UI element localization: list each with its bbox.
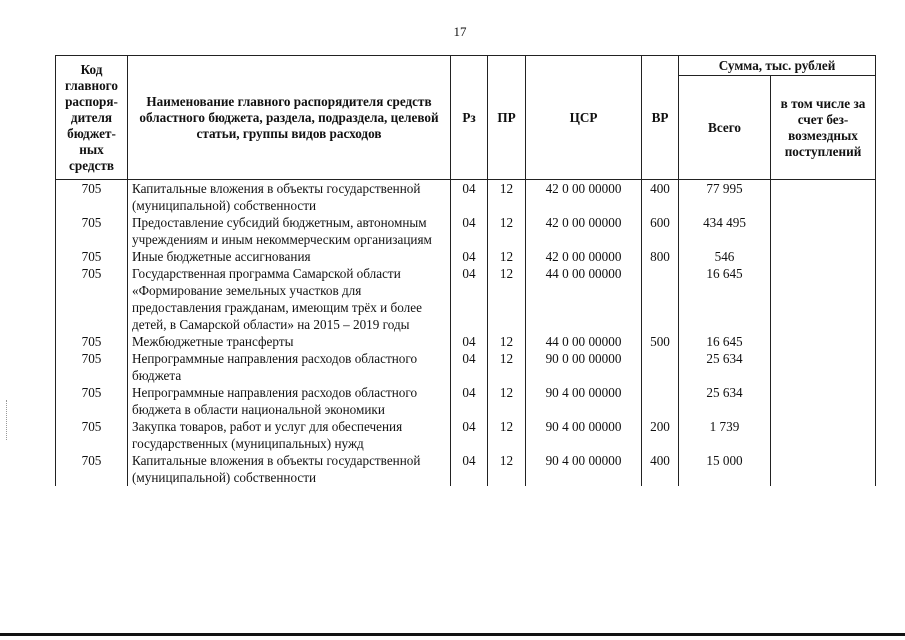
row-incl xyxy=(771,180,876,215)
row-rz: 04 xyxy=(451,248,488,265)
row-vr: 400 xyxy=(642,452,679,486)
row-code: 705 xyxy=(56,248,128,265)
row-code: 705 xyxy=(56,265,128,333)
row-vr xyxy=(642,265,679,333)
row-total: 25 634 xyxy=(679,350,771,384)
row-pr: 12 xyxy=(488,265,526,333)
row-rz: 04 xyxy=(451,452,488,486)
row-name: Капитальные вложения в объекты государственной (муниципальной) собственности xyxy=(128,452,451,486)
row-rz: 04 xyxy=(451,418,488,452)
header-csr: ЦСР xyxy=(526,56,642,180)
header-total: Всего xyxy=(679,76,771,180)
budget-table xyxy=(55,55,876,486)
row-name: Государственная программа Самарской области «Формирование земельных участков для предоставления гражданам, имеющим трёх и более детей, в Самарской области» на 2015 – 2019 годы xyxy=(128,265,451,333)
row-csr: 42 0 00 00000 xyxy=(526,248,642,265)
row-name: Иные бюджетные ассигнования xyxy=(128,248,451,265)
table-row xyxy=(56,418,876,452)
row-rz: 04 xyxy=(451,180,488,215)
table-row xyxy=(56,350,876,384)
row-vr xyxy=(642,350,679,384)
row-incl xyxy=(771,418,876,452)
row-incl xyxy=(771,265,876,333)
row-vr: 800 xyxy=(642,248,679,265)
row-rz: 04 xyxy=(451,333,488,350)
row-name: Закупка товаров, работ и услуг для обеспечения государственных (муниципальных) нужд xyxy=(128,418,451,452)
table-row xyxy=(56,333,876,350)
row-vr: 500 xyxy=(642,333,679,350)
row-code: 705 xyxy=(56,180,128,215)
table-row xyxy=(56,384,876,418)
row-pr: 12 xyxy=(488,384,526,418)
row-total: 16 645 xyxy=(679,333,771,350)
row-pr: 12 xyxy=(488,333,526,350)
row-total: 1 739 xyxy=(679,418,771,452)
header-name: Наименование главного распорядителя средств областного бюджета, раздела, подраздела, целевой статьи, группы видов расходов xyxy=(128,56,451,180)
row-pr: 12 xyxy=(488,452,526,486)
row-code: 705 xyxy=(56,350,128,384)
row-vr: 400 xyxy=(642,180,679,215)
row-total: 546 xyxy=(679,248,771,265)
row-incl xyxy=(771,350,876,384)
table-body xyxy=(56,180,876,487)
row-total: 16 645 xyxy=(679,265,771,333)
row-csr: 42 0 00 00000 xyxy=(526,214,642,248)
header-pr: ПР xyxy=(488,56,526,180)
row-pr: 12 xyxy=(488,350,526,384)
row-rz: 04 xyxy=(451,265,488,333)
row-csr: 44 0 00 00000 xyxy=(526,333,642,350)
row-total: 77 995 xyxy=(679,180,771,215)
table-header xyxy=(56,56,876,180)
header-vr: ВР xyxy=(642,56,679,180)
row-pr: 12 xyxy=(488,214,526,248)
row-vr: 200 xyxy=(642,418,679,452)
bottom-rule xyxy=(0,633,905,636)
row-rz: 04 xyxy=(451,384,488,418)
row-pr: 12 xyxy=(488,248,526,265)
row-code: 705 xyxy=(56,418,128,452)
header-incl: в том числе за счет без-возмездных поступлений xyxy=(771,76,876,180)
table-row xyxy=(56,248,876,265)
row-name: Капитальные вложения в объекты государственной (муниципальной) собственности xyxy=(128,180,451,215)
row-csr: 90 0 00 00000 xyxy=(526,350,642,384)
row-code: 705 xyxy=(56,333,128,350)
row-name: Непрограммные направления расходов областного бюджета в области национальной экономики xyxy=(128,384,451,418)
table-row xyxy=(56,214,876,248)
table-row xyxy=(56,265,876,333)
row-csr: 90 4 00 00000 xyxy=(526,452,642,486)
row-rz: 04 xyxy=(451,350,488,384)
row-code: 705 xyxy=(56,384,128,418)
row-name: Межбюджетные трансферты xyxy=(128,333,451,350)
row-vr xyxy=(642,384,679,418)
row-rz: 04 xyxy=(451,214,488,248)
row-csr: 42 0 00 00000 xyxy=(526,180,642,215)
row-incl xyxy=(771,452,876,486)
row-vr: 600 xyxy=(642,214,679,248)
row-incl xyxy=(771,248,876,265)
row-pr: 12 xyxy=(488,180,526,215)
page-number: 17 xyxy=(453,24,467,39)
table-row xyxy=(56,180,876,215)
row-total: 434 495 xyxy=(679,214,771,248)
row-incl xyxy=(771,384,876,418)
row-csr: 44 0 00 00000 xyxy=(526,265,642,333)
header-rz: Рз xyxy=(451,56,488,180)
header-code: Код главного распоря-дителя бюджет-ных средств xyxy=(56,56,128,180)
row-incl xyxy=(771,333,876,350)
row-csr: 90 4 00 00000 xyxy=(526,384,642,418)
row-pr: 12 xyxy=(488,418,526,452)
row-name: Предоставление субсидий бюджетным, автономным учреждениям и иным некоммерческим организациям xyxy=(128,214,451,248)
row-incl xyxy=(771,214,876,248)
row-total: 25 634 xyxy=(679,384,771,418)
row-csr: 90 4 00 00000 xyxy=(526,418,642,452)
row-total: 15 000 xyxy=(679,452,771,486)
row-name: Непрограммные направления расходов областного бюджета xyxy=(128,350,451,384)
row-code: 705 xyxy=(56,452,128,486)
row-code: 705 xyxy=(56,214,128,248)
scan-mark xyxy=(6,400,9,440)
header-sum: Сумма, тыс. рублей xyxy=(679,56,876,76)
table-row xyxy=(56,452,876,486)
